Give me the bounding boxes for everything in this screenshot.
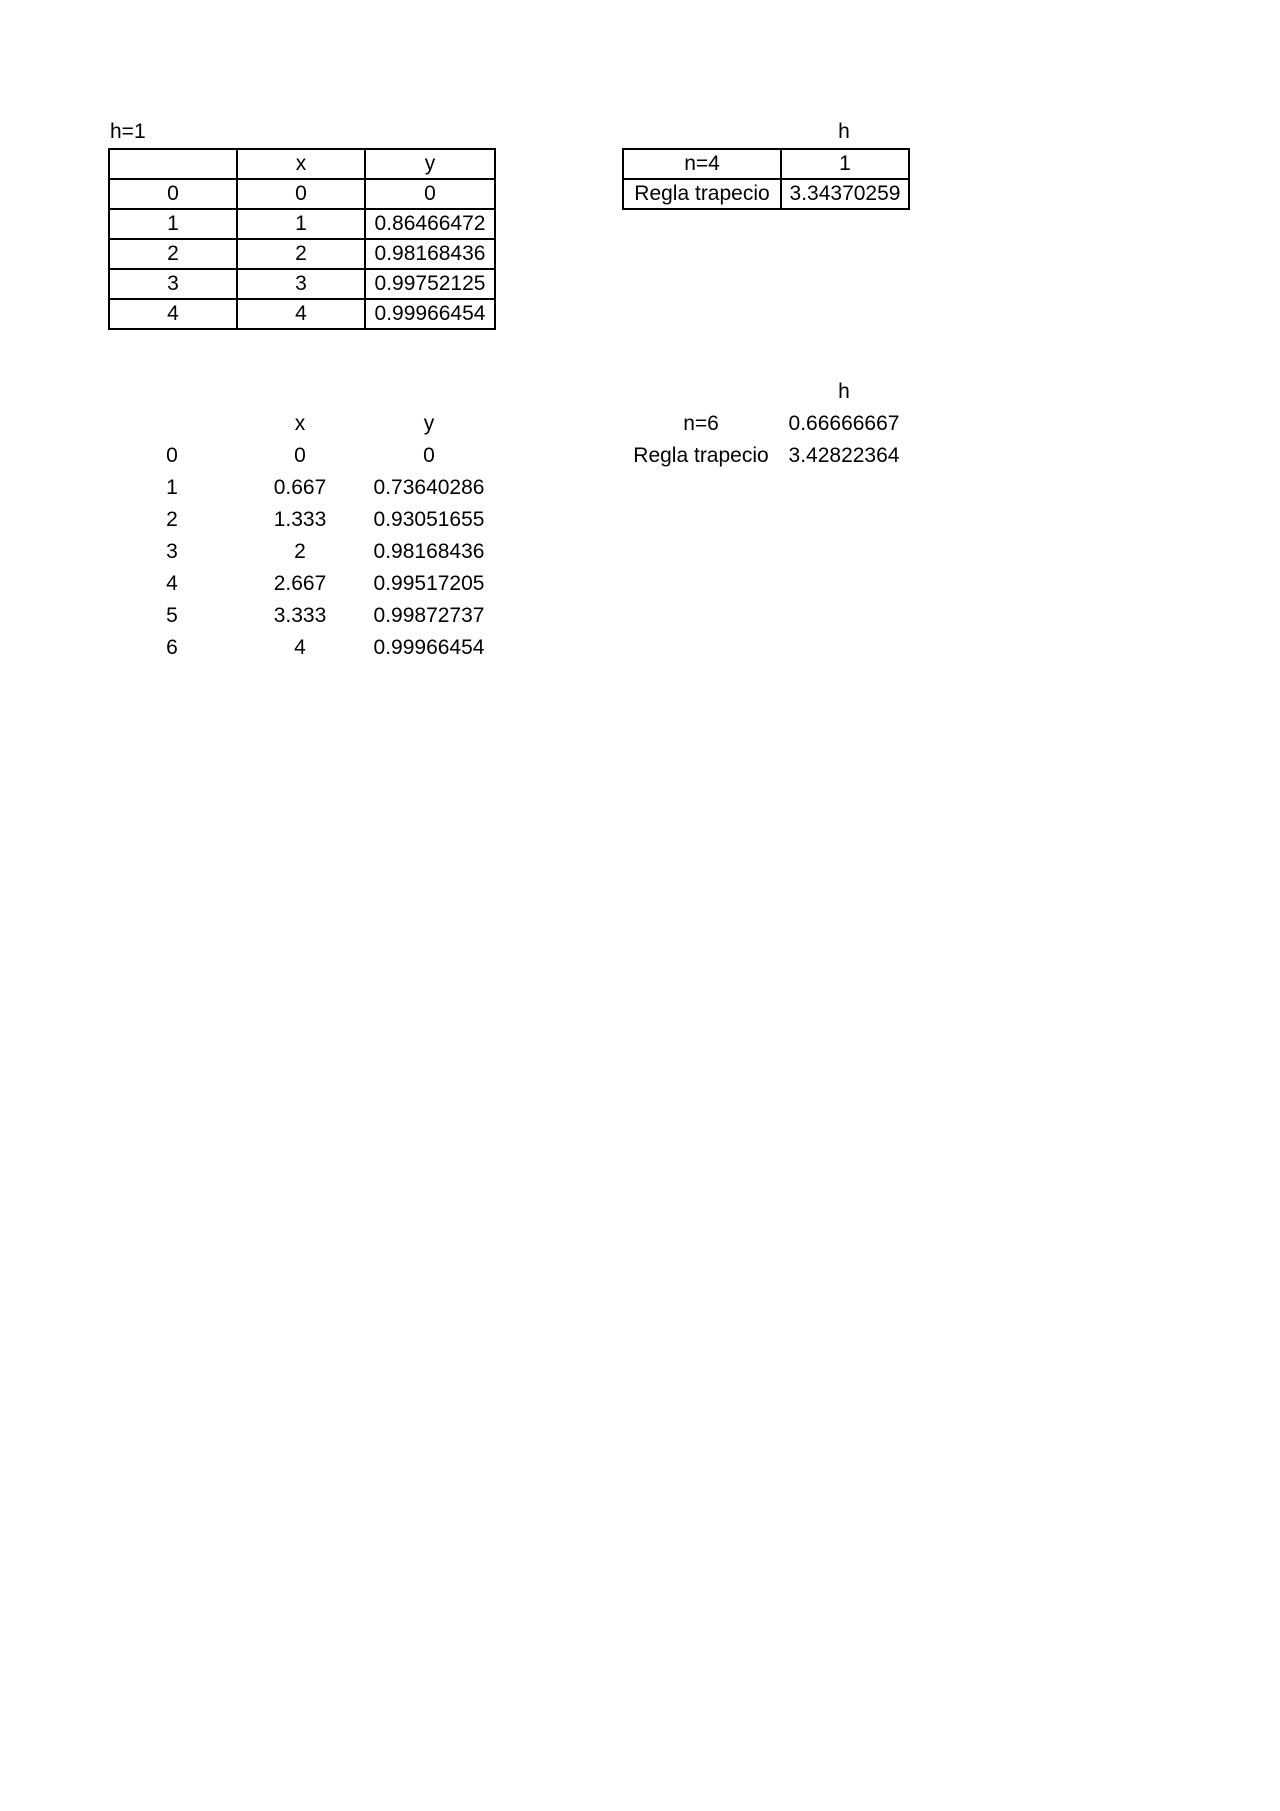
summary2-row-n	[622, 408, 908, 440]
summary1-row-trapecio	[623, 179, 909, 209]
table1-header-y: y	[365, 149, 495, 179]
x-value: 2	[237, 239, 365, 269]
summary2-n-label: n=6	[683, 412, 719, 435]
table-row	[109, 239, 495, 269]
row-index: 0	[166, 444, 178, 467]
table-row	[109, 299, 495, 329]
summary2-row-trapecio	[622, 440, 908, 472]
row-index: 4	[109, 299, 237, 329]
table2-header-index	[108, 408, 236, 440]
table2-header-row	[108, 408, 494, 440]
table-row	[109, 179, 495, 209]
table-row	[108, 632, 494, 664]
summary2-trapecio-value: 3.42822364	[788, 444, 900, 467]
table-row	[108, 600, 494, 632]
summary2-table	[622, 376, 908, 472]
y-value: 0.99872737	[373, 604, 485, 627]
row-index: 5	[166, 604, 178, 627]
summary1-h-label: h	[838, 120, 850, 143]
summary2-header-row	[622, 376, 908, 408]
row-index: 4	[166, 572, 178, 595]
x-value: 2	[294, 540, 306, 563]
table1-header-row	[109, 149, 495, 179]
table2-header-y: y	[423, 412, 435, 435]
row-index: 2	[166, 508, 178, 531]
y-value: 0.99517205	[373, 572, 485, 595]
row-index: 3	[109, 269, 237, 299]
row-index: 6	[166, 636, 178, 659]
table1-header-index	[109, 149, 237, 179]
x-value: 0	[237, 179, 365, 209]
y-value: 0.98168436	[365, 239, 495, 269]
summary2-h-value: 0.66666667	[788, 412, 900, 435]
row-index: 2	[109, 239, 237, 269]
table1	[108, 148, 496, 330]
table-row	[108, 568, 494, 600]
y-value: 0	[423, 444, 435, 467]
y-value: 0.99966454	[373, 636, 485, 659]
x-value: 3	[237, 269, 365, 299]
y-value: 0.98168436	[373, 540, 485, 563]
table1-label: h=1	[110, 120, 146, 143]
summary1-trapecio-label: Regla trapecio	[623, 179, 781, 209]
table-row	[108, 472, 494, 504]
table-row	[108, 536, 494, 568]
x-value: 0	[294, 444, 306, 467]
summary1-table	[622, 148, 910, 210]
y-value: 0.99752125	[365, 269, 495, 299]
summary1-h-value: 1	[781, 149, 909, 179]
table-row	[109, 269, 495, 299]
row-index: 1	[166, 476, 178, 499]
table-row	[108, 440, 494, 472]
x-value: 1.333	[273, 508, 327, 531]
x-value: 1	[237, 209, 365, 239]
summary1-row-n	[623, 149, 909, 179]
summary2-h-label: h	[838, 380, 850, 403]
table1-header-x: x	[237, 149, 365, 179]
table2	[108, 408, 494, 664]
x-value: 4	[237, 299, 365, 329]
y-value: 0	[365, 179, 495, 209]
row-index: 0	[109, 179, 237, 209]
summary1-n-label: n=4	[623, 149, 781, 179]
x-value: 0.667	[273, 476, 327, 499]
table2-header-x: x	[294, 412, 306, 435]
x-value: 3.333	[273, 604, 327, 627]
table-row	[109, 209, 495, 239]
y-value: 0.73640286	[373, 476, 485, 499]
y-value: 0.93051655	[373, 508, 485, 531]
x-value: 2.667	[273, 572, 327, 595]
summary1-trapecio-value: 3.34370259	[781, 179, 909, 209]
table-row	[108, 504, 494, 536]
x-value: 4	[294, 636, 306, 659]
y-value: 0.86466472	[365, 209, 495, 239]
row-index: 1	[109, 209, 237, 239]
row-index: 3	[166, 540, 178, 563]
summary2-trapecio-label: Regla trapecio	[633, 444, 769, 467]
y-value: 0.99966454	[365, 299, 495, 329]
